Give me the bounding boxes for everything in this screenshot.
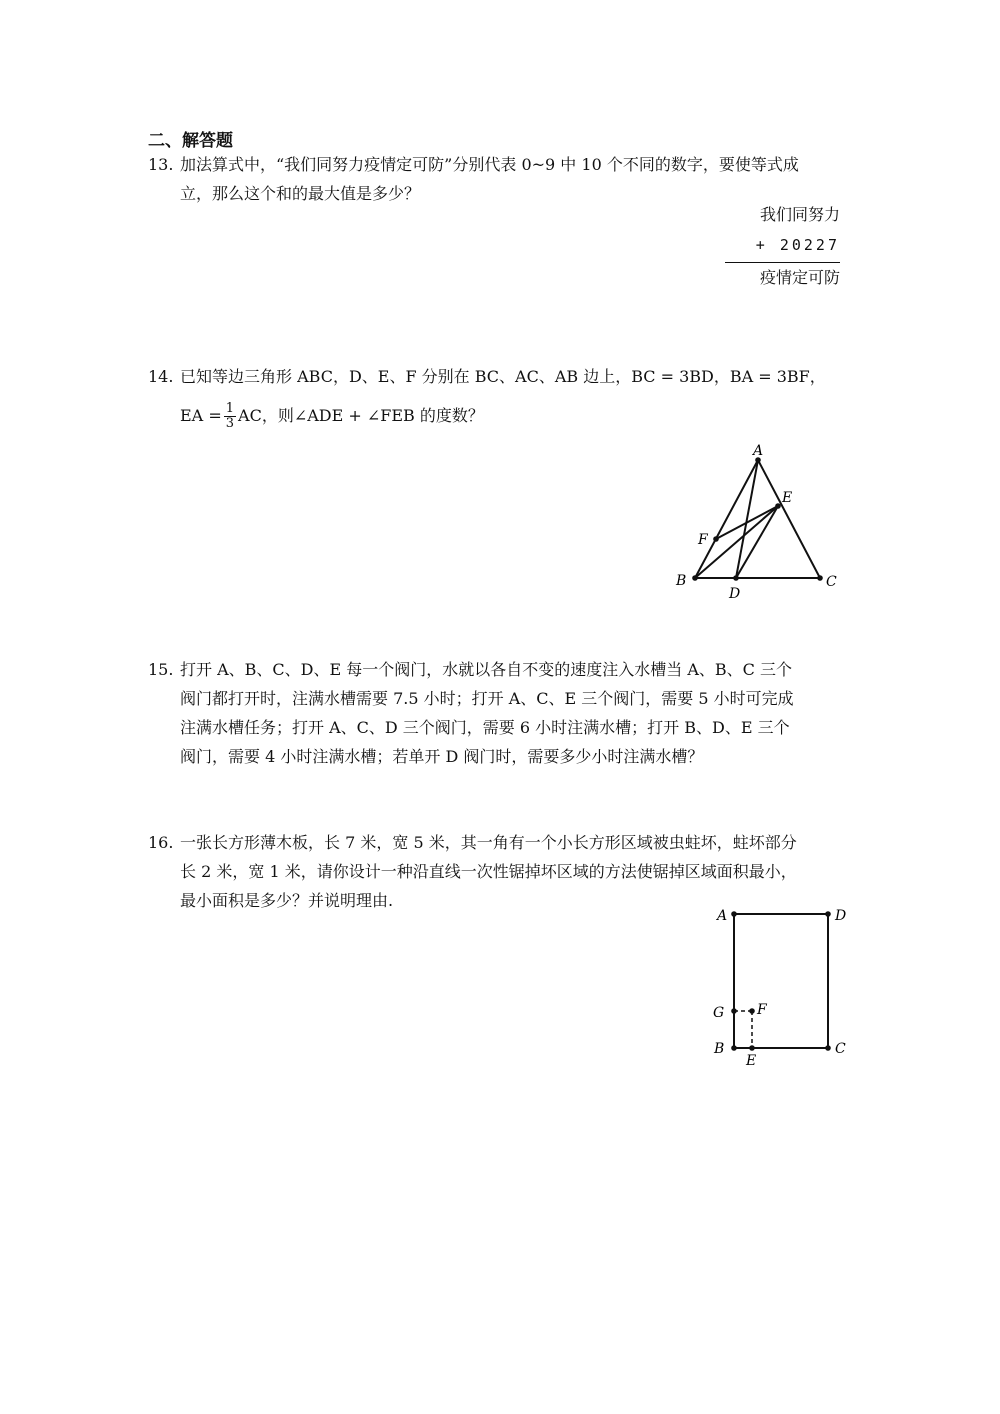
point-f	[713, 536, 719, 542]
question-text	[180, 362, 858, 431]
addend-two: + 20227	[755, 236, 840, 254]
triangle-diagram	[660, 440, 860, 620]
text-line: 长 2 米，宽 1 米，请你设计一种沿直线一次性锯掉坏区域的方法使锯掉区域面积最小，	[180, 862, 797, 881]
triangle-abc	[695, 460, 820, 578]
label-a: A	[753, 443, 764, 459]
text-line: 立，那么这个和的最大值是多少？	[180, 184, 421, 203]
fraction-one-third	[224, 402, 236, 431]
point-e	[749, 1045, 755, 1051]
question-number: 15.	[148, 660, 174, 679]
point-f	[749, 1008, 755, 1014]
question-text	[180, 655, 858, 771]
point-d	[825, 911, 831, 917]
question-15	[148, 655, 858, 771]
text-line: 已知等边三角形 ABC，D、E、F 分别在 BC、AC、AB 边上，BC = 3BD，BA = 3BF，	[180, 367, 826, 386]
question-14	[148, 362, 858, 431]
text-line: 最小面积是多少？并说明理由.	[180, 891, 394, 910]
text-line: 阀门都打开时，注满水槽需要 7.5 小时；打开 A、C、E 三个阀门，需要 5 小时可完成	[180, 689, 794, 708]
text-line: 阀门，需要 4 小时注满水槽；若单开 D 阀门时，需要多少小时注满水槽？	[180, 747, 704, 766]
fraction-numerator: 1	[225, 401, 235, 416]
fraction-denominator: 3	[225, 416, 235, 431]
question-number: 14.	[148, 367, 174, 386]
rectangle-diagram	[700, 900, 860, 1075]
point-d	[733, 575, 739, 581]
label-c: C	[835, 1041, 846, 1057]
sum-result: 疫情定可防	[759, 268, 840, 287]
question-number: 16.	[148, 833, 174, 852]
label-f: F	[698, 532, 708, 548]
point-c	[825, 1045, 831, 1051]
label-e: E	[746, 1053, 757, 1069]
label-d: D	[729, 586, 741, 602]
point-c	[817, 575, 823, 581]
section-title: 二、解答题	[148, 131, 233, 151]
rectangle-abcd	[734, 914, 828, 1048]
label-d: D	[835, 908, 847, 924]
label-c: C	[826, 574, 837, 590]
question-number: 13.	[148, 155, 174, 174]
equation-suffix: AC，则∠ADE + ∠FEB 的度数？	[238, 406, 484, 425]
point-g	[731, 1008, 737, 1014]
label-a: A	[717, 908, 728, 924]
label-f: F	[757, 1002, 767, 1018]
point-b	[692, 575, 698, 581]
text-line-with-fraction	[180, 401, 858, 431]
text-line: 一张长方形薄木板，长 7 米，宽 5 米，其一角有一个小长方形区域被虫蛀坏，蛀坏部分	[180, 833, 797, 852]
point-e	[775, 503, 781, 509]
label-g: G	[713, 1005, 725, 1021]
point-b	[731, 1045, 737, 1051]
addend-one: 我们同努力	[759, 205, 840, 224]
text-line: 注满水槽任务；打开 A、C、D 三个阀门，需要 6 小时注满水槽；打开 B、D、E 三个	[180, 718, 790, 737]
label-b: B	[714, 1041, 725, 1057]
addition-equation	[725, 200, 840, 293]
equation-prefix: EA =	[180, 406, 222, 425]
text-line: 加法算式中，“我们同努力疫情定可防”分别代表 0~9 中 10 个不同的数字，要使等式成	[180, 155, 799, 174]
point-a	[731, 911, 737, 917]
label-b: B	[676, 573, 687, 589]
label-e: E	[782, 490, 793, 506]
text-line: 打开 A、B、C、D、E 每一个阀门，水就以各自不变的速度注入水槽当 A、B、C 三个	[180, 660, 792, 679]
